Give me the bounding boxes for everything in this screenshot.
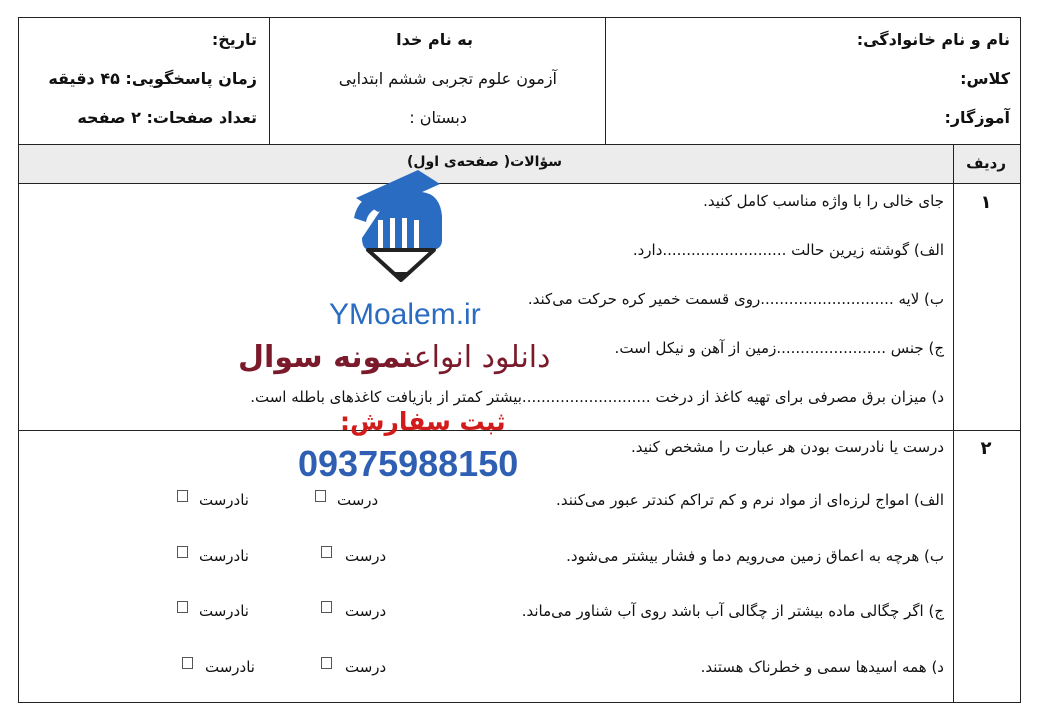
fill-blank-item: د) میزان برق مصرفی برای تهیه کاغذ از درخت ...........................بیشتر کمتر از بازیافت کاغذهای باطله است. <box>250 388 944 406</box>
true-false-item: د) همه اسیدها سمی و خطرناک هستند. <box>700 658 944 676</box>
true-false-item: ج) اگر چگالی ماده بیشتر از چگالی آب باشد روی آب شناور می‌ماند. <box>521 602 944 620</box>
student-info-cell <box>605 18 1020 144</box>
question-number: ۲ <box>980 438 992 459</box>
name-label: نام و نام خانوادگی: <box>856 30 1010 49</box>
exam-meta-cell <box>19 18 269 144</box>
false-label: نادرست <box>199 602 249 620</box>
true-false-item: ب) هرچه به اعماق زمین می‌رویم دما و فشار بیشتر می‌شود. <box>566 547 944 565</box>
watermark-order: ثبت سفارش: <box>340 407 506 436</box>
question-row-2 <box>18 431 1021 703</box>
question-prompt: جای خالی را با واژه مناسب کامل کنید. <box>703 192 944 210</box>
false-checkbox[interactable] <box>177 601 188 613</box>
true-checkbox[interactable] <box>321 601 332 613</box>
false-label: نادرست <box>205 658 255 676</box>
pages-label: تعداد صفحات: ۲ صفحه <box>77 108 257 127</box>
question-row-1 <box>18 184 1021 431</box>
watermark-download-bold: نمونه سوال <box>238 340 414 375</box>
watermark-download-line <box>238 340 551 375</box>
graduation-cap-pencil-icon <box>348 168 448 288</box>
teacher-label: آموزگار: <box>944 108 1010 127</box>
false-checkbox[interactable] <box>177 546 188 558</box>
question-prompt: درست یا نادرست بودن هر عبارت را مشخص کنید. <box>630 438 944 456</box>
false-label: نادرست <box>199 491 249 509</box>
true-checkbox[interactable] <box>321 657 332 669</box>
true-label: درست <box>345 547 387 565</box>
true-label: درست <box>345 602 387 620</box>
true-checkbox[interactable] <box>315 490 326 502</box>
watermark-download-prefix: دانلود انواع <box>413 340 551 375</box>
watermark-site: YMoalem.ir <box>329 298 481 331</box>
true-checkbox[interactable] <box>321 546 332 558</box>
row-column-header: ردیف <box>966 154 1006 172</box>
questions-table-header <box>18 145 1021 184</box>
fill-blank-item: ب) لایه ............................روی قسمت خمیر کره حرکت می‌کند. <box>527 290 944 308</box>
questions-column-header: سؤالات( صفحه‌ی اول) <box>406 154 562 170</box>
school-label: دبستان : <box>409 108 467 127</box>
exam-title: آزمون علوم تجربی ششم ابتدایی <box>338 69 557 88</box>
fill-blank-item: ج) جنس .......................زمین از آهن و نیکل است. <box>614 339 944 357</box>
false-label: نادرست <box>199 547 249 565</box>
fill-blank-item: الف) گوشته زیرین حالت ..........................دارد. <box>632 241 944 259</box>
false-checkbox[interactable] <box>182 657 193 669</box>
exam-header-table <box>18 17 1021 145</box>
time-label: زمان پاسخگویی: ۴۵ دقیقه <box>48 69 257 88</box>
exam-title-cell <box>269 18 605 144</box>
class-label: کلاس: <box>960 69 1010 88</box>
false-checkbox[interactable] <box>177 490 188 502</box>
date-label: تاریخ: <box>211 30 257 49</box>
basmala: به نام خدا <box>396 30 473 49</box>
true-label: درست <box>337 491 379 509</box>
true-false-item: الف) امواج لرزه‌ای از مواد نرم و کم تراکم کندتر عبور می‌کنند. <box>556 491 944 509</box>
true-label: درست <box>345 658 387 676</box>
question-number: ۱ <box>980 192 992 213</box>
watermark-phone: 09375988150 <box>298 443 519 484</box>
